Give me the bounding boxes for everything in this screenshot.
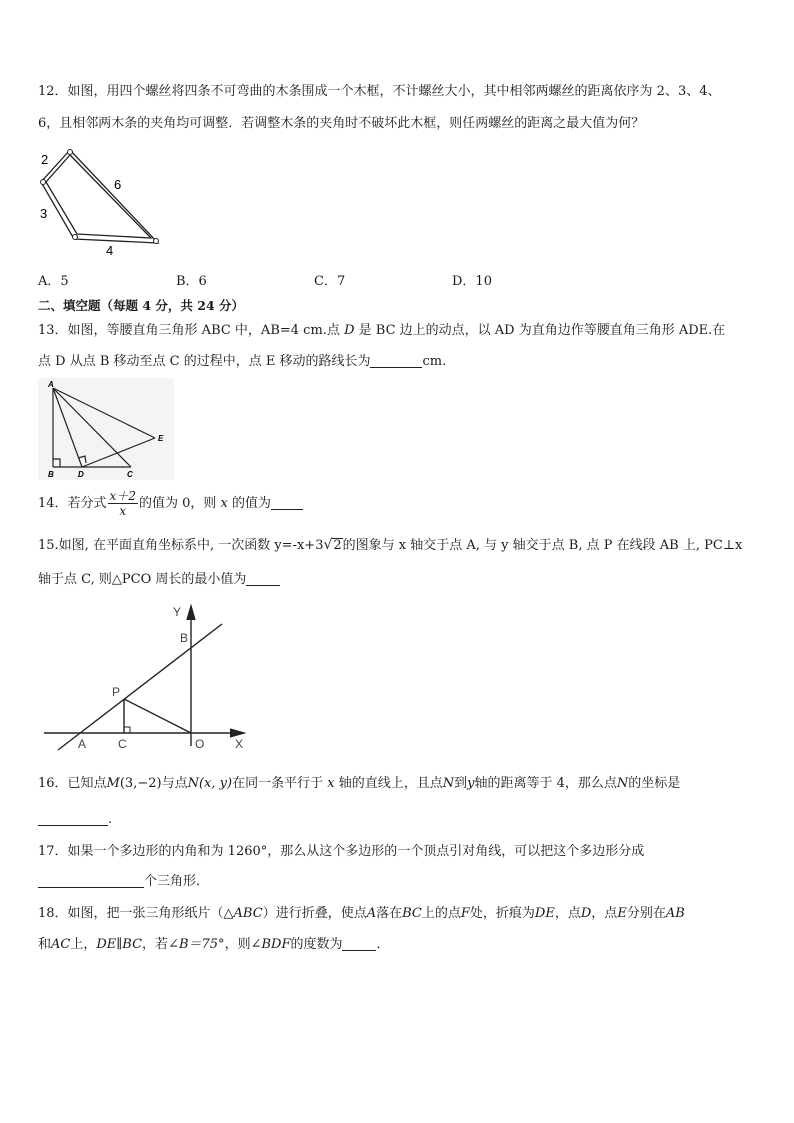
q17-answer-blank[interactable] (38, 873, 144, 888)
label-3: 3 (40, 206, 48, 221)
option-d[interactable]: D．10 (452, 274, 492, 289)
label-O: O (195, 737, 205, 751)
q16-answer-blank[interactable] (38, 811, 108, 826)
q17-line1: 17．如果一个多边形的内角和为 1260°，那么从这个多边形的一个顶点引对角线，可以把这个多边形分成 (38, 844, 645, 859)
q18-line2: 和AC上，DE∥BC，若∠B＝75°，则∠BDF的度数为 ． (38, 937, 390, 952)
q12-quadrilateral-figure (36, 144, 166, 256)
label-6: 6 (114, 177, 122, 192)
q15-line1: 15.如图, 在平面直角坐标系中, 一次函数 y=-x+3√2的图象与 x 轴交于点 A, 与 y 轴交于点 B, 点 P 在线段 AB 上, PC⊥x (38, 537, 743, 553)
q12-line2: 6，且相邻两木条的夹角均可调整．若调整木条的夹角时不破坏此木框，则任两螺丝的距离之最大值为何？ (38, 116, 645, 131)
label-C: C (127, 470, 133, 479)
label-D: D (78, 470, 84, 479)
fraction: $\frac{x+2}{x}$ (109, 489, 136, 518)
q14-answer-blank[interactable] (271, 495, 303, 510)
label-4: 4 (106, 243, 114, 256)
screw-bottom-left (73, 235, 78, 240)
q13-line1: 13．如图，等腰直角三角形 ABC 中，AB=4 cm.点 D 是 BC 边上的动点，以 AD 为直角边作等腰直角三角形 ADE.在 (38, 323, 726, 338)
label-2: 2 (41, 152, 49, 167)
screw-top (68, 150, 73, 155)
option-b[interactable]: B．6 (176, 274, 207, 289)
q18-answer-blank[interactable] (342, 936, 376, 951)
q18-line1: 18．如图，把一张三角形纸片（△ABC）进行折叠，使点A落在BC上的点F处，折痕为DE，点D，点E分别在AB (38, 906, 685, 921)
option-c[interactable]: C．7 (314, 274, 346, 289)
q16-line1: 16．已知点M(3,−2)与点N(x, y)在同一条平行于 x 轴的直线上，且点N到y轴的距离等于 4，那么点N的坐标是 (38, 776, 681, 791)
label-X: X (235, 737, 244, 751)
q15-line2: 轴于点 C, 则△PCO 周长的最小值为 (38, 570, 280, 590)
q15-coordinate-figure (40, 598, 260, 758)
q12-line1: 12．如图，用四个螺丝将四条不可弯曲的木条围成一个木框，不计螺丝大小，其中相邻两螺丝的距离依序为 2、3、4、 (38, 84, 721, 99)
label-E: E (158, 434, 164, 443)
wood-frame (41, 150, 158, 243)
screw-bottom-right (154, 239, 159, 244)
q16-line2: . (38, 810, 112, 830)
q17-line2: 个三角形． (38, 872, 209, 892)
section-title: 二、填空题（每题 4 分，共 24 分） (38, 298, 245, 313)
q15-answer-blank[interactable] (246, 571, 280, 586)
q13-line2: 点 D 从点 B 移动至点 C 的过程中，点 E 移动的路线长为 cm. (38, 354, 447, 369)
label-Y: Y (173, 605, 182, 619)
screw-left (41, 180, 46, 185)
label-A: A (48, 380, 54, 389)
label-A: A (78, 737, 87, 751)
label-B: B (180, 631, 189, 645)
q13-triangle-figure (38, 378, 174, 480)
option-a[interactable]: A．5 (38, 274, 69, 289)
q13-answer-blank[interactable] (370, 353, 422, 368)
q14-line: 14．若分式 $\frac{x+2}{x}$ 的值为 0，则 x 的值为 (38, 488, 303, 520)
label-P: P (112, 685, 121, 699)
label-C: C (118, 737, 127, 751)
label-B: B (48, 470, 54, 479)
